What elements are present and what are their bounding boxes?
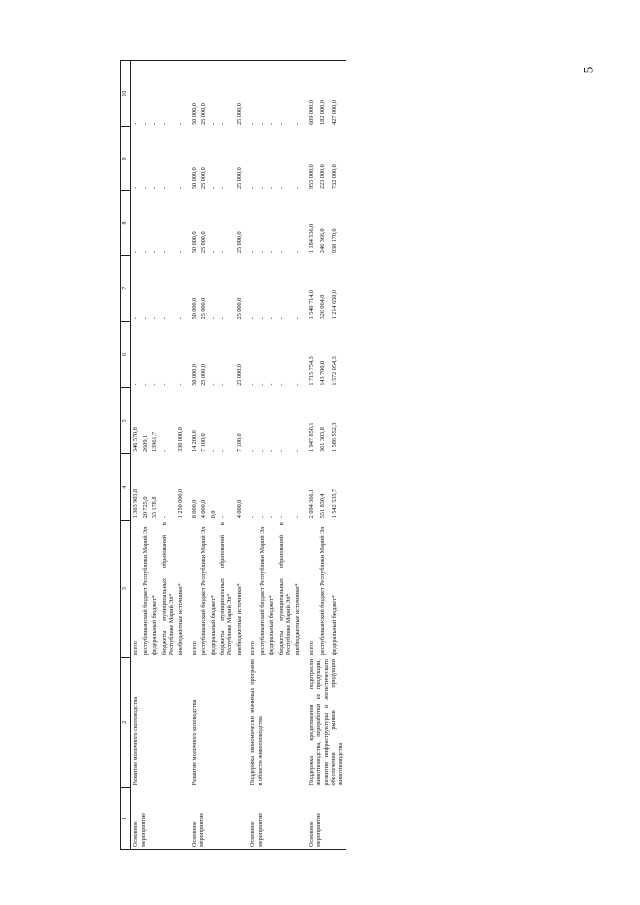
activity-name: Поддержка экономически значимых программ в области животноводства: [249, 659, 264, 786]
amount-cell: -: [277, 516, 285, 519]
amount-cell: 25 000,0: [200, 167, 208, 189]
amount-cell: -: [277, 449, 285, 452]
amount-cell: 1 214 650,0: [330, 290, 338, 320]
amount-cell: -: [277, 317, 285, 320]
column-header-10: 10: [121, 61, 131, 127]
amount-cell: 1 572 054,3: [330, 356, 338, 386]
table-row: [190, 61, 199, 850]
amount-cell: 182 000,0: [318, 61, 329, 127]
amount-cell: -: [209, 61, 218, 127]
amount-cell: -: [219, 317, 227, 320]
amount-cell: 25 000,0: [235, 231, 243, 254]
amount-cell: -: [218, 61, 235, 127]
amount-cell: -: [249, 449, 257, 452]
amount-cell: 20 725,0: [141, 496, 149, 519]
activity-type: Основное мероприятие: [190, 788, 248, 850]
amount-cell: -: [277, 186, 285, 189]
amount-cell: -: [249, 516, 257, 519]
amount-cell: 50 000,0: [190, 167, 198, 189]
amount-cell: 50 000,0: [190, 231, 198, 254]
amount-cell: -: [160, 516, 168, 519]
column-header-3: 3: [121, 520, 131, 657]
amount-cell: -: [209, 317, 217, 320]
amount-cell: 7 100,0: [235, 433, 243, 452]
amount-cell: -: [294, 186, 302, 189]
amount-cell: -: [160, 61, 177, 127]
amount-cell: -: [258, 516, 266, 519]
amount-cell: 33 178,8: [151, 496, 159, 519]
table-row: [307, 61, 318, 850]
amount-cell: 7 100,0: [200, 433, 208, 452]
funding-source: всего: [132, 641, 140, 656]
amount-cell: -: [294, 516, 302, 519]
funding-source: внебюджетные источники*: [177, 583, 185, 656]
amount-cell: 2 094 366,1: [307, 488, 315, 519]
funding-source: федеральный бюджет*: [330, 595, 338, 656]
amount-cell: -: [249, 251, 257, 254]
funding-source: всего: [249, 641, 257, 656]
funding-source: республиканский бюджет Республики Марий Эл: [141, 526, 149, 656]
amount-cell: 346 570,8: [132, 427, 140, 452]
amount-cell: 1 184 536,0: [307, 223, 315, 254]
amount-cell: -: [268, 317, 276, 320]
activity-name: Развитие молочного скотоводства: [132, 696, 140, 786]
amount-cell: -: [132, 383, 140, 386]
amount-cell: -: [209, 251, 217, 254]
amount-cell: 25 000,0: [200, 297, 208, 320]
amount-cell: -: [177, 251, 185, 254]
amount-cell: 0,0: [209, 510, 217, 519]
funding-source: федеральный бюджет*: [151, 595, 159, 656]
amount-cell: 609 000,0: [307, 61, 318, 127]
amount-cell: -: [219, 251, 227, 254]
amount-cell: -: [209, 186, 217, 189]
amount-cell: -: [219, 186, 227, 189]
amount-cell: -: [177, 186, 185, 189]
amount-cell: 330 000,0: [177, 427, 185, 452]
column-header-4: 4: [121, 454, 131, 520]
amount-cell: -: [258, 186, 266, 189]
amount-cell: 551 830,4: [319, 493, 327, 519]
amount-cell: 223 000,0: [319, 164, 327, 189]
amount-cell: -: [258, 251, 266, 254]
amount-cell: -: [268, 516, 276, 519]
amount-cell: -: [294, 383, 302, 386]
column-header-5: 5: [121, 388, 131, 454]
amount-cell: 1 540 714,0: [307, 290, 315, 320]
column-header-7: 7: [121, 255, 131, 321]
amount-cell: -: [209, 383, 217, 386]
amount-cell: -: [268, 383, 276, 386]
column-header-1: 1: [121, 788, 131, 850]
activity-name: Развитие молочного козоводства: [190, 699, 198, 786]
amount-cell: -: [151, 251, 159, 254]
amount-cell: -: [277, 383, 285, 386]
amount-cell: -: [209, 449, 217, 452]
amount-cell: 13961,7: [151, 431, 159, 452]
amount-cell: -: [258, 61, 267, 127]
amount-cell: -: [248, 61, 257, 127]
amount-cell: 4 000,0: [235, 499, 243, 519]
amount-cell: 50 000,0: [190, 297, 198, 320]
amount-cell: -: [294, 449, 302, 452]
amount-cell: 8 000,0: [190, 499, 198, 519]
amount-cell: 14 200,0: [190, 430, 198, 452]
amount-cell: 50 000,0: [190, 364, 198, 386]
amount-cell: -: [294, 251, 302, 254]
amount-cell: 361 303,8: [319, 427, 327, 452]
amount-cell: 246 366,0: [319, 228, 327, 254]
amount-cell: -: [177, 383, 185, 386]
amount-cell: -: [151, 186, 159, 189]
table-body: [131, 61, 346, 850]
amount-cell: 1 947 856,1: [307, 422, 315, 452]
amount-cell: 25 000,0: [235, 364, 243, 386]
funding-source: федеральный бюджет*: [209, 595, 217, 656]
funding-source: внебюджетные источники*: [235, 583, 243, 656]
column-header-2: 2: [121, 657, 131, 787]
amount-cell: -: [160, 449, 168, 452]
column-header-8: 8: [121, 191, 131, 255]
amount-cell: -: [277, 61, 294, 127]
amount-cell: -: [258, 449, 266, 452]
funding-source: республиканский бюджет Республики Марий Эл: [319, 526, 327, 656]
amount-cell: -: [177, 317, 185, 320]
amount-cell: -: [268, 186, 276, 189]
activity-type: Основное мероприятие: [131, 788, 190, 850]
amount-cell: 25 000,0: [235, 61, 248, 127]
amount-cell: 955 000,0: [307, 164, 315, 189]
amount-cell: -: [294, 317, 302, 320]
amount-cell: -: [141, 186, 149, 189]
amount-cell: 25 000,0: [200, 231, 208, 254]
funding-source: республиканский бюджет Республики Марий Эл: [258, 526, 266, 656]
amount-cell: -: [160, 251, 168, 254]
funding-source: всего: [190, 641, 198, 656]
funding-source: федеральный бюджет*: [268, 595, 276, 656]
amount-cell: -: [176, 61, 189, 127]
amount-cell: -: [160, 383, 168, 386]
table-row: [248, 61, 257, 850]
funding-source: внебюджетные источники*: [294, 583, 302, 656]
amount-cell: -: [258, 383, 266, 386]
funding-source: бюджеты муниципальных образований в Республике Марий Эл*: [277, 522, 292, 656]
amount-cell: -: [132, 251, 140, 254]
table-row: [131, 61, 141, 850]
amount-cell: 143 700,0: [319, 360, 327, 386]
amount-cell: -: [249, 186, 257, 189]
activity-type: Основное мероприятие: [248, 788, 306, 850]
amount-cell: -: [160, 317, 168, 320]
amount-cell: -: [150, 61, 159, 127]
funding-source: бюджеты муниципальных образований в Республике Марий Эл*: [160, 522, 176, 656]
amount-cell: 25 000,0: [235, 297, 243, 320]
funding-table: [120, 60, 346, 850]
amount-cell: -: [151, 383, 159, 386]
amount-cell: -: [219, 449, 227, 452]
amount-cell: 2609,1: [141, 434, 149, 452]
amount-cell: -: [293, 61, 306, 127]
amount-cell: 427 000,0: [330, 61, 346, 127]
funding-source: республиканский бюджет Республики Марий Эл: [200, 526, 208, 656]
amount-cell: 1 250 000,0: [177, 488, 185, 519]
page-number: 5: [580, 66, 596, 74]
amount-cell: -: [132, 317, 140, 320]
amount-cell: -: [249, 383, 257, 386]
amount-cell: -: [141, 251, 149, 254]
funding-source: бюджеты муниципальных образований в Республике Марий Эл*: [219, 522, 234, 656]
amount-cell: -: [268, 449, 276, 452]
amount-cell: 1 715 754,3: [307, 356, 315, 386]
header-row: [121, 61, 131, 850]
amount-cell: -: [258, 317, 266, 320]
amount-cell: 938 170,0: [330, 228, 338, 254]
activity-name: Поддержка кредитования подотрасли животноводства, переработки ее продукции, развития инфраструктуры и логистического обеспечения рынков продукции животноводства: [307, 659, 345, 786]
amount-cell: -: [219, 516, 227, 519]
amount-cell: -: [132, 186, 140, 189]
column-header-9: 9: [121, 127, 131, 191]
amount-cell: 25 000,0: [235, 167, 243, 189]
amount-cell: -: [141, 383, 149, 386]
amount-cell: 732 000,0: [330, 164, 338, 189]
amount-cell: -: [268, 251, 276, 254]
amount-cell: -: [151, 317, 159, 320]
amount-cell: -: [131, 61, 141, 127]
amount-cell: -: [249, 317, 257, 320]
amount-cell: 25 000,0: [199, 61, 208, 127]
amount-cell: 1 586 552,3: [330, 422, 338, 452]
amount-cell: 25 000,0: [200, 364, 208, 386]
amount-cell: 1 542 535,7: [330, 488, 338, 519]
amount-cell: -: [141, 317, 149, 320]
funding-table-rotated: [120, 60, 560, 850]
amount-cell: -: [267, 61, 276, 127]
activity-type: Основное мероприятие: [307, 788, 346, 850]
amount-cell: -: [277, 251, 285, 254]
amount-cell: -: [219, 383, 227, 386]
amount-cell: 1 303 903,8: [132, 488, 140, 519]
amount-cell: 50 000,0: [190, 61, 199, 127]
amount-cell: 4 000,0: [200, 499, 208, 519]
amount-cell: 326 064,0: [319, 294, 327, 320]
amount-cell: -: [141, 61, 150, 127]
funding-source: всего: [307, 641, 315, 656]
column-header-6: 6: [121, 321, 131, 387]
amount-cell: -: [160, 186, 168, 189]
